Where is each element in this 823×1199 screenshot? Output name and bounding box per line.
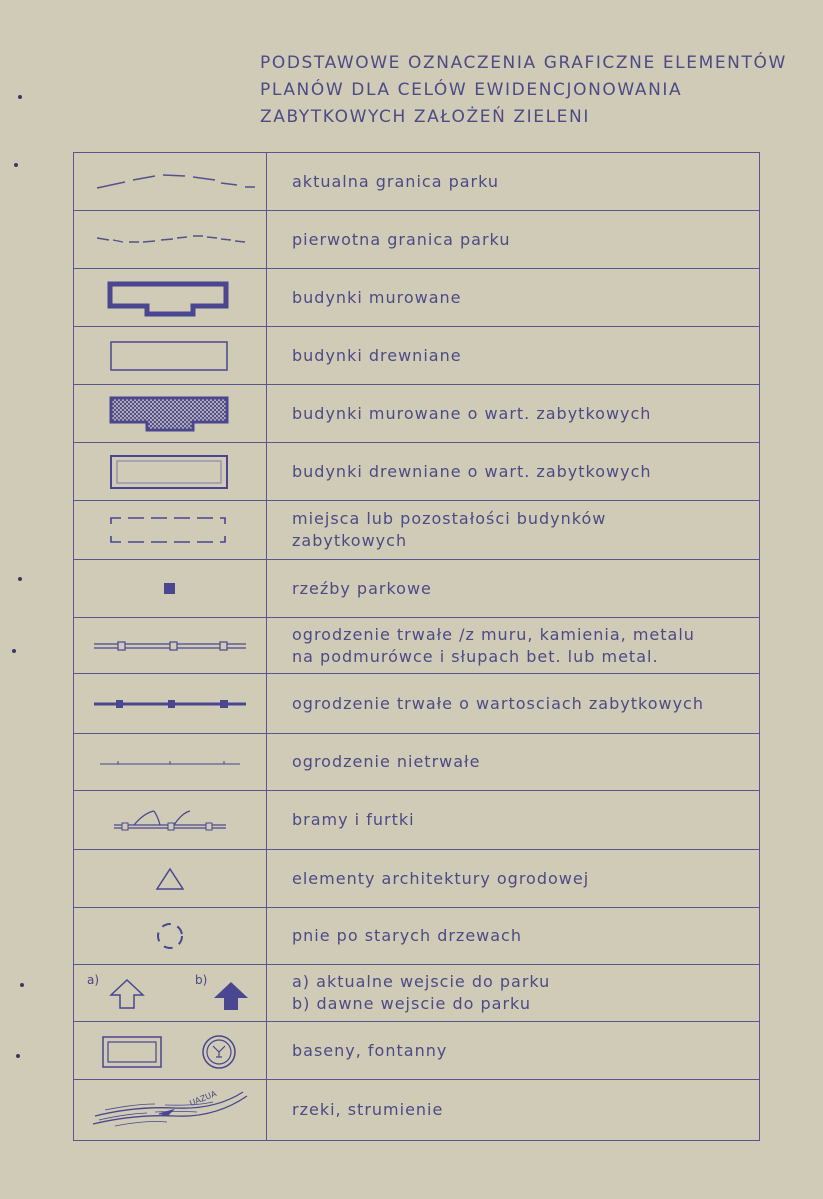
- legend-text: baseny, fontanny: [292, 1040, 448, 1060]
- legend-description: [267, 269, 760, 327]
- legend-text: a) aktualne wejscie do parku: [292, 972, 551, 991]
- legend-text: zabytkowych: [292, 531, 408, 550]
- legend-row: [74, 153, 760, 211]
- river-icon: [85, 1086, 255, 1134]
- legend-symbol-cell: [74, 1080, 267, 1141]
- legend-text: ogrodzenie trwałe o wartosciach zabytkowych: [292, 693, 704, 713]
- legend-table: [73, 152, 760, 1141]
- page-title: [260, 50, 800, 131]
- legend-text: rzeki, strumienie: [292, 1100, 444, 1119]
- legend-row: [74, 965, 760, 1022]
- legend-text: budynki murowane: [292, 287, 462, 307]
- legend-row: [74, 501, 760, 560]
- building-remains-icon: [105, 510, 235, 550]
- legend-row: [74, 1080, 760, 1141]
- original-boundary-icon: [85, 228, 255, 252]
- historic-fence-icon: [90, 694, 250, 714]
- legend-row: [74, 327, 760, 385]
- legend-description: [267, 734, 760, 791]
- legend-description: [267, 560, 760, 618]
- legend-symbol-cell: [74, 734, 267, 791]
- legend-symbol-cell: [74, 269, 267, 327]
- current-boundary-icon: [85, 170, 255, 194]
- title-line: PLANÓW DLA CELÓW EWIDENCJONOWANIA: [260, 80, 683, 100]
- arrow-up-outline-icon: [107, 977, 147, 1011]
- legend-description: [267, 385, 760, 443]
- legend-text: pierwotna granica parku: [292, 229, 511, 249]
- rivers-symbol: [85, 1086, 255, 1134]
- legend-description: [267, 674, 760, 734]
- legend-text: budynki drewniane: [292, 345, 462, 365]
- legend-text: bramy i furtki: [292, 810, 415, 829]
- legend-text: budynki drewniane o wart. zabytkowych: [292, 461, 652, 481]
- legend-row: [74, 908, 760, 965]
- legend-symbol-cell: [74, 211, 267, 269]
- legend-symbol-cell: [74, 443, 267, 501]
- legend-symbol-cell: [74, 908, 267, 965]
- historic-wooden-building-icon: [105, 452, 235, 492]
- margin-mark: [16, 1054, 20, 1058]
- masonry-building-icon: [105, 278, 235, 318]
- legend-description: [267, 1022, 760, 1080]
- legend-row: [74, 211, 760, 269]
- entrance-label-b: b): [195, 973, 208, 987]
- legend-row: [74, 734, 760, 791]
- permanent-fence-icon: [90, 636, 250, 656]
- legend-description: [267, 850, 760, 908]
- legend-description: [267, 791, 760, 850]
- legend-symbol-cell: [74, 153, 267, 211]
- entrances-symbol: [85, 971, 255, 1015]
- legend-text: miejsca lub pozostałości budynków: [292, 509, 607, 528]
- margin-mark: [12, 649, 16, 653]
- legend-symbol-cell: [74, 791, 267, 850]
- legend-text: elementy architektury ogrodowej: [292, 868, 590, 888]
- legend-row: [74, 850, 760, 908]
- legend-description: [267, 501, 760, 560]
- legend-text: ogrodzenie nietrwałe: [292, 752, 481, 771]
- legend-symbol-cell: [74, 850, 267, 908]
- legend-text: budynki murowane o wart. zabytkowych: [292, 403, 652, 423]
- legend-row: [74, 560, 760, 618]
- historic-masonry-building-icon: [105, 392, 235, 436]
- legend-symbol-cell: [74, 674, 267, 734]
- title-line: ZABYTKOWYCH ZAŁOŻEŃ ZIELENI: [260, 107, 590, 127]
- legend-row: [74, 385, 760, 443]
- legend-symbol-cell: [74, 501, 267, 560]
- legend-symbol-cell: [74, 560, 267, 618]
- title-line: PODSTAWOWE OZNACZENIA GRAFICZNE ELEMENTÓW: [260, 53, 787, 73]
- legend-description: [267, 443, 760, 501]
- legend-description: [267, 1080, 760, 1141]
- legend-description: [267, 965, 760, 1022]
- pools-fountains-icon: [95, 1029, 245, 1073]
- legend-description: [267, 618, 760, 674]
- gates-icon: [110, 805, 230, 835]
- legend-symbol-cell: [74, 327, 267, 385]
- margin-mark: [14, 163, 18, 167]
- legend-row: [74, 791, 760, 850]
- legend-text: pnie po starych drzewach: [292, 926, 522, 945]
- margin-mark: [20, 983, 24, 987]
- legend-row: [74, 443, 760, 501]
- arrow-up-filled-icon: [211, 979, 251, 1013]
- legend-symbol-cell: [74, 618, 267, 674]
- margin-mark: [18, 95, 22, 99]
- legend-row: [74, 618, 760, 674]
- triangle-icon: [150, 864, 190, 894]
- legend-row: [74, 269, 760, 327]
- legend-symbol-cell: [74, 1022, 267, 1080]
- legend-row: [74, 1022, 760, 1080]
- legend-row: [74, 674, 760, 734]
- wooden-building-icon: [105, 336, 235, 376]
- tree-stump-icon: [150, 916, 190, 956]
- legend-description: [267, 327, 760, 385]
- temporary-fence-icon: [90, 752, 250, 772]
- legend-text: na podmurówce i słupach bet. lub metal.: [292, 646, 659, 666]
- margin-mark: [18, 577, 22, 581]
- sculpture-icon: [160, 579, 180, 599]
- legend-description: [267, 908, 760, 965]
- river-label: UAZUA: [188, 1089, 218, 1108]
- legend-text: b) dawne wejscie do parku: [292, 994, 531, 1013]
- legend-description: [267, 153, 760, 211]
- legend-text: rzeźby parkowe: [292, 578, 432, 598]
- legend-text: ogrodzenie trwałe /z muru, kamienia, metalu: [292, 624, 695, 644]
- legend-symbol-cell: [74, 965, 267, 1022]
- entrance-label-a: a): [87, 973, 100, 987]
- legend-description: [267, 211, 760, 269]
- legend-text: aktualna granica parku: [292, 171, 500, 191]
- legend-symbol-cell: [74, 385, 267, 443]
